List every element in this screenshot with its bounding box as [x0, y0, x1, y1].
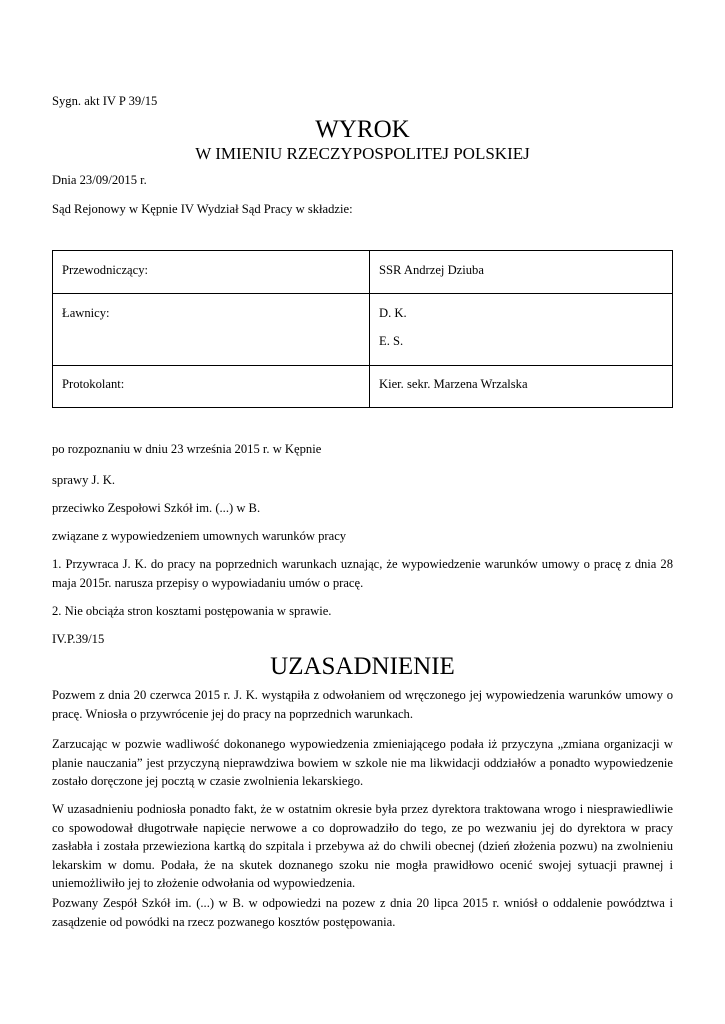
justification-paragraph: W uzasadnieniu podniosła ponadto fakt, że w ostatnim okresie była przez dyrektora traktowana wrogo i niesprawiedliwie co spowodował długotrwałe napięcie nerwowe a co doprowadziło do tego, ze po wezwaniu jej do dyrektora w pracy zasłabła i została przewieziona kartką do szpitala i przebywa aż do chwili obecnej (dzień złożenia pozwu) na zwolnieniu lekarskim w domu. Podała, że na skutek doznanego szoku nie mogła prawidłowo ocenić swojej sytuacji prawnej i uniemożliwiło jej to złożenie odwołania od wypowiedzenia.	[52, 802, 673, 890]
defendant: przeciwko Zespołowi Szkół im. (...) w B.	[52, 501, 261, 515]
justification-paragraph: Pozwany Zespół Szkół im. (...) w B. w odpowiedzi na pozew z dnia 20 lipca 2015 r. wniósł o oddalenie powództwa i zasądzenie od powódki na rzecz pozwanego kosztów postępowania.	[52, 896, 673, 929]
lay-judge-name: D. K.	[379, 306, 407, 320]
document-subtitle: W IMIENIU RZECZYPOSPOLITEJ POLSKIEJ	[195, 144, 530, 163]
verdict-point-1: 1. Przywraca J. K. do pracy na poprzednich warunkach uznając, że wypowiedzenie warunków umowy o pracę z dnia 28 maja 2015r. narusza przepisy o wypowiadaniu umów o pracę.	[52, 557, 673, 590]
justification-title: UZASADNIENIE	[270, 653, 455, 680]
court-composition-intro: Sąd Rejonowy w Kępnie IV Wydział Sąd Pracy w składzie:	[52, 202, 353, 216]
hearing-info: po rozpoznaniu w dniu 23 września 2015 r. w Kępnie	[52, 442, 322, 456]
judgment-date: Dnia 23/09/2015 r.	[52, 173, 147, 187]
lay-judge-name: E. S.	[379, 334, 404, 348]
justification-paragraph: Pozwem z dnia 20 czerwca 2015 r. J. K. wystąpiła z odwołaniem od wręczonego jej wypowiedzenia warunków umowy o pracę. Wniosła o przywrócenie jej do pracy na poprzednich warunkach.	[52, 688, 673, 721]
lay-judges-role-label: Ławnicy:	[62, 306, 110, 320]
presiding-judge-name: SSR Andrzej Dziuba	[379, 263, 484, 277]
case-reference: Sygn. akt IV P 39/15	[52, 94, 158, 108]
verdict-point-2: 2. Nie obciąża stron kosztami postępowania w sprawie.	[52, 604, 332, 618]
justification-paragraph: Zarzucając w pozwie wadliwość dokonanego wypowiedzenia zmieniającego podała iż przyczyna „zmiana organizacji w planie nauczania” jest przyczyną nieprawdziwa bowiem w szkole nie ma likwidacji oddziałów a ponadto wypowiedzenie zostało doręczone jej pocztą w czasie zwolnienia lekarskiego.	[52, 737, 673, 788]
court-panel-table	[52, 250, 673, 408]
clerk-name: Kier. sekr. Marzena Wrzalska	[379, 377, 528, 391]
clerk-role-label: Protokolant:	[62, 377, 125, 391]
panel-row-presiding	[53, 251, 673, 294]
justification-reference: IV.P.39/15	[52, 632, 105, 646]
case-party: sprawy J. K.	[52, 473, 115, 487]
case-subject: związane z wypowiedzeniem umownych warunków pracy	[52, 529, 347, 543]
panel-row-clerk	[53, 366, 673, 408]
panel-row-lay-judges	[53, 294, 673, 366]
presiding-role-label: Przewodniczący:	[62, 263, 149, 277]
document-title: WYROK	[315, 116, 410, 143]
